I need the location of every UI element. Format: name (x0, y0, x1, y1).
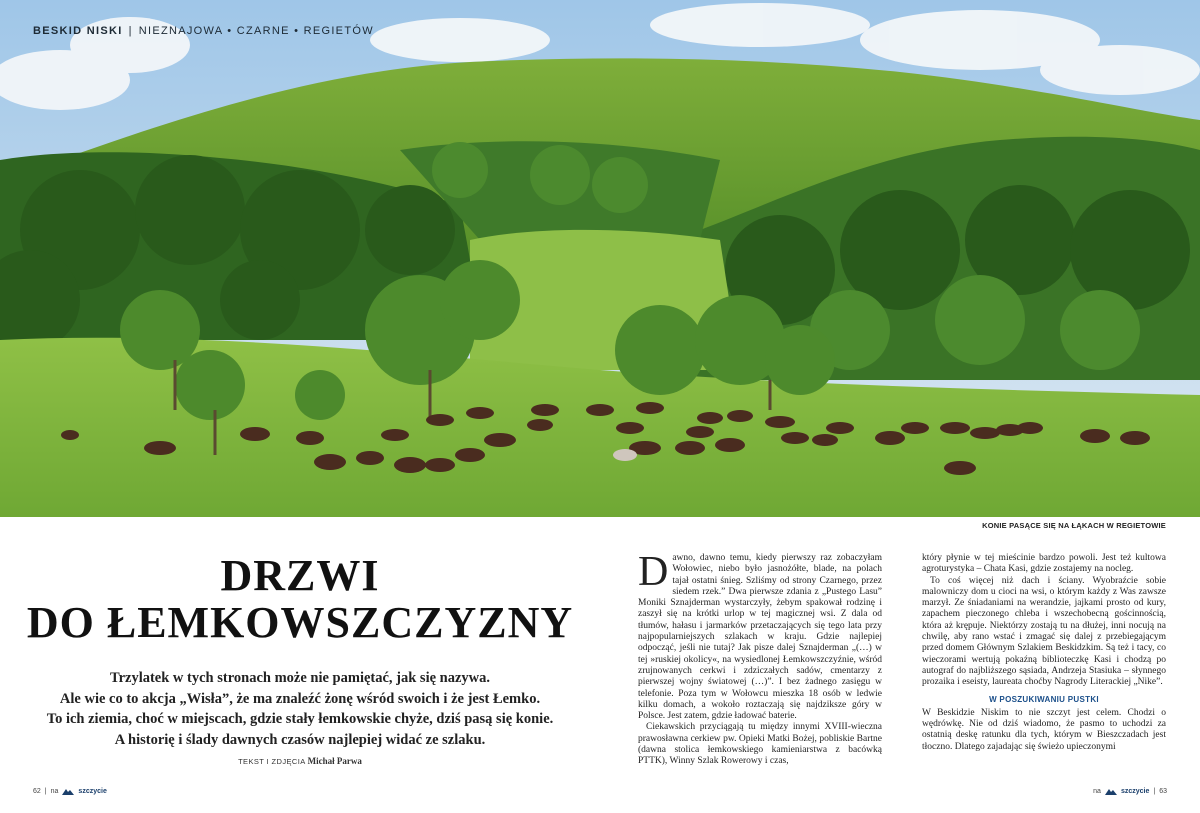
credit-author: Michał Parwa (307, 756, 362, 766)
article-credit (0, 756, 600, 766)
lead-line: To ich ziemia, choć w miejscach, gdzie stały łemkowskie chyże, dziś pasą się konie. (46, 711, 554, 727)
magazine-na: na (1093, 788, 1101, 795)
kicker-section: BESKID NISKI (33, 25, 123, 37)
credit-label: TEKST I ZDJĘCIA (238, 757, 306, 766)
lead-line: A historię i ślady dawnych czasów najlepiej widać ze szlaku. (114, 731, 486, 748)
paragraph: awno, dawno temu, kiedy pierwszy raz zobaczyłam Wołowiec, niebo było jasnożółte, blade, na polach tajał ostatni śnieg. Szliśmy od strony Czarnego, przez siedem rzek.” Dwa pierwsze zdania z „Pustego Lasu” Moniki Sznajderman wystarczyły, żebym spakował rodzinę i zaszył się na krótki urlop w tej magicznej wsi. Z dala od tłumów, hałasu i jarmarków przetaczających się tego lata przy najpopularniejszych szlakach w kraju. Gdzie najlepiej odpocząć, jeśli nie tutaj? Jak pisze dalej Sznajderman „(…) w tej »ruskiej okolicy«, na wysiedlonej Łemkowszczyźnie, wśród zrujnowanych cerkwi i zdziczałych sadów, cmentarzy z pierwszej wojny światowej (…)”. I bez żadnego zasięgu w telefonie. Poza tym w Wołowcu mieszka 18 osób w ledwie kilku domach, a wokoło roztaczają się najdziksze góry w Polsce. Jest zatem, gdzie ładować baterie. (638, 553, 882, 722)
kicker-route: NIEZNAJOWA • CZARNE • REGIETÓW (138, 25, 374, 37)
magazine-na: na (50, 788, 59, 795)
drop-cap: D (638, 549, 669, 595)
lead-line: Ale wie co to akcja „Wisła”, że ma znaleźć żonę wśród swoich i że jest Łemko. (59, 690, 541, 707)
magazine-name: szczycie (1120, 788, 1150, 795)
section-kicker: BESKID NISKI | NIEZNAJOWA • CZARNE • REGIETÓW (33, 25, 374, 37)
mountain-logo-icon (1105, 788, 1117, 795)
lead-line: Trzylatek w tych stronach może nie pamiętać, jak się nazywa. (109, 670, 491, 686)
paragraph: W Beskidzie Niskim to nie szczyt jest celem. Chodzi o wędrówkę. Nie od dziś wiadomo, że pasmo to uchodzi za ostatnią deskę ratunku dla tych, którym w Bieszczadach jest tłoczno. Dlatego zajadając się świeżo upieczonymi (922, 707, 1166, 752)
page-number: 62 (33, 788, 41, 795)
folio-separator: | (44, 788, 47, 795)
paragraph: To coś więcej niż dach i ściany. Wyobraźcie sobie malowniczy dom u cioci na wsi, o którym każdy z Was zawsze marzył. Ze śniadaniami na werandzie, jajkami prosto od kury, zapachem pieczonego chleba i wszechobecną gościnnością, która aż krępuje. Niektórzy zostają tu na dłużej, inni nocują na chwilę, aby rano wstać i zmagać się dalej z przebiegającym przed domem Głównym Szlakiem Beskidzkim. Są też i tacy, co wieczorami wertują pokaźną biblioteczkę Kasi i chodzą po autograf do najbliższego sąsiada, Andrzeja Stasiuka – słynnego prozaika i eseisty, laureata choćby Nagrody Literackiej „Nike”. (922, 575, 1166, 688)
section-subhead: W POSZUKIWANIU PUSTKI (989, 694, 1099, 704)
mountain-logo-icon (62, 788, 74, 795)
body-column-2 (922, 553, 1166, 753)
paragraph: który płynie w tej mieścinie bardzo powoli. Jest też kultowa agroturystyka – Chata Kasi, gdzie zostajemy na nocleg. (922, 553, 1166, 575)
paragraph: Ciekawskich przyciągają tu między innymi XVIII-wieczna prawosławna cerkiew pw. Opieki Matki Bożej, pobliskie Bartne (dawna stolica łemkowskiego kamieniarstwa z bacówką PTTK), Winny Szlak Rowerowy i czas, (638, 722, 882, 767)
photo-caption: KONIE PASĄCE SIĘ NA ŁĄKACH W REGIETOWIE (982, 521, 1166, 530)
title-line-2: DO ŁEMKOWSZCZYZNY (26, 598, 574, 647)
folio-right (1093, 788, 1167, 795)
body-column-1 (638, 549, 882, 768)
page-number: 63 (1159, 788, 1167, 795)
article-lead (0, 668, 600, 750)
title-line-1: DRZWI (220, 551, 380, 600)
article-title (0, 552, 600, 646)
folio-left (33, 788, 107, 795)
magazine-name: szczycie (78, 788, 107, 795)
folio-separator: | (1153, 788, 1156, 795)
